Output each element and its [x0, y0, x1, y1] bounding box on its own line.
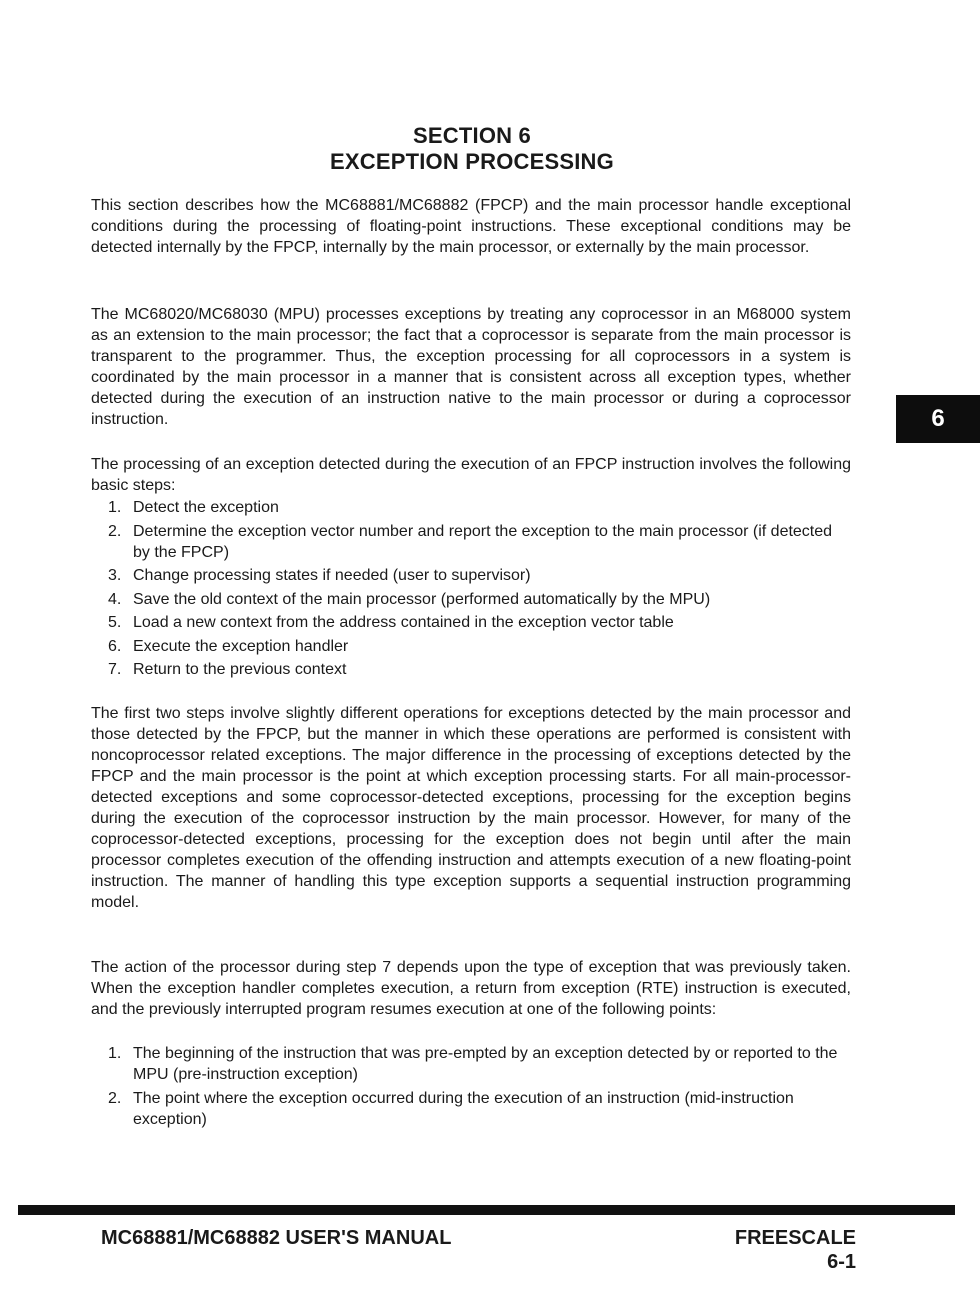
list-item — [91, 1043, 851, 1085]
list-item — [91, 497, 851, 518]
list-text: Execute the exception handler — [133, 637, 349, 655]
mpu-paragraph: The MC68020/MC68030 (MPU) processes exceptions by treating any coprocessor in an M68000 system as an extension to the main processor; the fact that a coprocessor is separate from the main processor is transparent to the programmer. Thus, the exception processing for all coprocessors in a system is coordinated by the main processor in a manner that is consistent across all exception types, whether detected during the execution of an instruction native to the main processor or during a coprocessor instruction. — [91, 306, 851, 428]
list-text: Return to the previous context — [133, 661, 347, 678]
list-item — [91, 565, 851, 586]
intro-paragraph: This section describes how the MC68881/MC68882 (FPCP) and the main processor handle exceptional conditions during the processing of floating-point instructions. These exceptional conditions may be detected internally by the FPCP, internally by the main processor, or externally by the main processor. — [91, 197, 851, 256]
section-tab-marker: 6 — [896, 395, 980, 443]
list-text: Load a new context from the address contained in the exception vector table — [133, 614, 674, 631]
section-title: EXCEPTION PROCESSING — [330, 149, 614, 174]
list-number: 7. — [108, 661, 122, 678]
footer-right-block — [700, 1226, 856, 1274]
processing-steps-list — [91, 497, 851, 683]
list-number: 2. — [108, 522, 122, 540]
list-number: 2. — [108, 1089, 122, 1107]
list-number: 3. — [108, 567, 122, 584]
list-text: Change processing states if needed (user to supervisor) — [133, 567, 531, 584]
list-number: 1. — [108, 1045, 122, 1062]
list-item — [91, 636, 851, 657]
list-number: 5. — [108, 614, 122, 631]
list-text: Detect the exception — [133, 499, 279, 516]
step-seven-paragraph: The action of the processor during step 7 depends upon the type of exception that was previously taken. When the exception handler completes execution, a return from exception (RTE) instruction is executed, and the previously interrupted program resumes execution at one of the following points: — [91, 959, 851, 1018]
footer-divider — [18, 1205, 955, 1215]
list-number: 4. — [108, 590, 122, 608]
manual-title: MC68881/MC68882 USER'S MANUAL — [101, 1227, 452, 1249]
list-item — [91, 659, 851, 680]
list-number: 6. — [108, 637, 122, 655]
list-item — [91, 612, 851, 633]
publisher-name: FREESCALE — [734, 1227, 856, 1249]
list-item — [91, 589, 851, 610]
steps-difference-paragraph: The first two steps involve slightly different operations for exceptions detected by the main processor and those detected by the FPCP, but the manner in which these operations are performed is consistent with noncoprocessor related exceptions. The major difference in the processing of exceptions detected by the FPCP and the main processor is the point at which exception processing starts. For all main-processor-detected exceptions and some coprocessor-detected exceptions, processing for the exception begins during the execution of the coprocessor instruction by the main processor. However, for many of the coprocessor-detected exceptions, processing for the exception does not begin until after the main processor completes execution of the offending instruction and attempts execution of a new floating-point instruction. The manner of handling this type exception supports a sequential instruction programming model. — [91, 705, 851, 911]
list-item — [91, 1088, 851, 1130]
section-label: SECTION 6 — [413, 123, 531, 148]
resume-points-list — [91, 1043, 851, 1132]
list-text: Determine the exception vector number and report the exception to the main processor (if detected by the FPCP) — [133, 522, 833, 561]
list-item — [91, 521, 851, 563]
page-number: 6-1 — [827, 1251, 856, 1273]
list-text: Save the old context of the main processor (performed automatically by the MPU) — [133, 590, 711, 608]
list-text: The point where the exception occurred during the execution of an instruction (mid-instruction exception) — [133, 1089, 794, 1128]
steps-intro-paragraph: The processing of an exception detected during the execution of an FPCP instruction involves the following basic steps: — [91, 456, 851, 494]
list-number: 1. — [108, 499, 122, 516]
list-text: The beginning of the instruction that was pre-empted by an exception detected by or reported to the MPU (pre-instruction exception) — [133, 1045, 838, 1083]
